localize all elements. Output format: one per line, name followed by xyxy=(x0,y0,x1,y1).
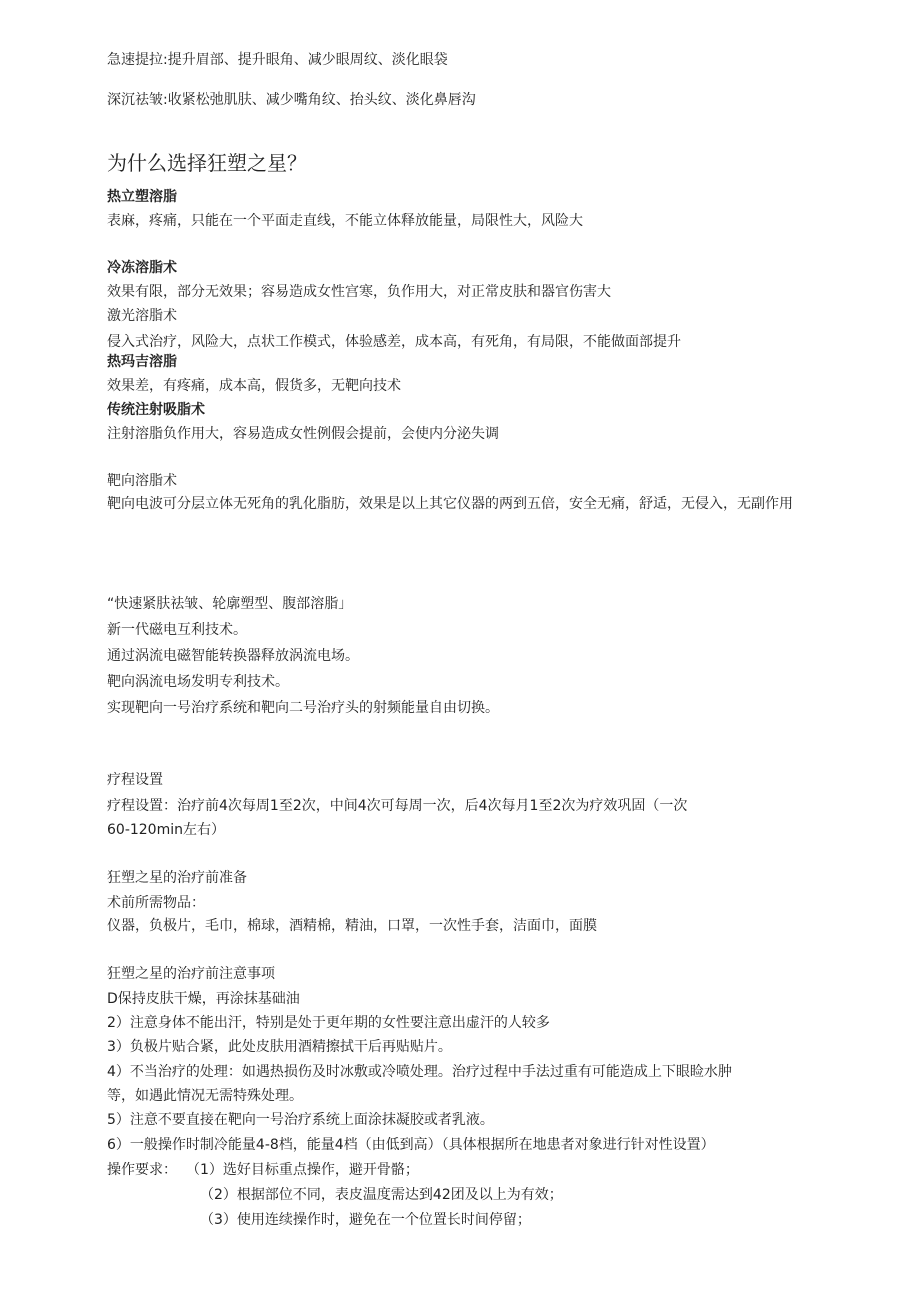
notes-item-1: D保持皮肤干燥，再涂抹基础油 xyxy=(107,991,300,1007)
why-item-desc-3: 侵入式治疗，风险大，点状工作模式，体验感差，成本高，有死角，有局限，不能做面部提升 xyxy=(107,334,681,350)
why-item-desc-2: 效果有限，部分无效果；容易造成女性宫寒，负作用大，对正常皮肤和器官伤害大 xyxy=(107,284,611,300)
tech-line-3: 通过涡流电磁智能转换器释放涡流电场。 xyxy=(107,648,359,664)
prep-title: 狂塑之星的治疗前准备 xyxy=(107,870,247,886)
why-heading: 为什么选择狂塑之星？ xyxy=(107,151,307,175)
notes-item-4: 4）不当治疗的处理：如遇热损伤及时冰敷或冷喷处理。治疗过程中手法过重有可能造成上下眼睑水肿 xyxy=(107,1064,732,1080)
notes-item-5: 5）注意不要直接在靶向一号治疗系统上面涂抹凝胶或者乳液。 xyxy=(107,1112,494,1128)
prep-subtitle: 术前所需物品： xyxy=(107,895,205,911)
why-item-title-5: 传统注射吸脂术 xyxy=(107,402,205,418)
tech-line-5: 实现靶向一号治疗系统和靶向二号治疗头的射频能量自由切换。 xyxy=(107,700,499,716)
op-item-2: （2）根据部位不同，表皮温度需达到42团及以上为有效； xyxy=(200,1187,563,1203)
course-text-line-1: 疗程设置：治疗前4次每周1至2次，中间4次可每周一次，后4次每月1至2次为疗效巩固（一次 xyxy=(107,798,688,814)
op-item-3: （3）使用连续操作时，避免在一个位置长时间停留； xyxy=(200,1212,531,1228)
why-item-title-2: 冷冻溶脂术 xyxy=(107,260,177,276)
notes-item-3: 3）负极片贴合紧，此处皮肤用酒精擦拭干后再贴贴片。 xyxy=(107,1039,452,1055)
op-label: 操作要求： xyxy=(107,1162,177,1178)
intro-line-1: 急速提拉:提升眉部、提升眼角、减少眼周纹、淡化眼袋 xyxy=(107,52,448,68)
why-item-desc-5: 注射溶脂负作用大，容易造成女性例假会提前，会使内分泌失调 xyxy=(107,426,499,442)
op-item-1: （1）选好目标重点操作，避开骨骼； xyxy=(186,1162,419,1178)
notes-title: 狂塑之星的治疗前注意事项 xyxy=(107,966,275,982)
tech-line-2: 新一代磁电互利技术。 xyxy=(107,622,247,638)
why-item-desc-6: 靶向电波可分层立体无死角的乳化脂肪，效果是以上其它仪器的两到五倍，安全无痛，舒适，无侵入，无副作用 xyxy=(107,496,793,512)
why-item-title-3: 激光溶脂术 xyxy=(107,308,177,324)
course-text-line-2: 60-120min左右） xyxy=(107,822,225,838)
notes-item-2: 2）注意身体不能出汗，特别是处于更年期的女性要注意出虚汗的人较多 xyxy=(107,1015,550,1031)
why-item-title-4: 热玛吉溶脂 xyxy=(107,354,177,370)
why-item-title-1: 热立塑溶脂 xyxy=(107,189,177,205)
why-item-desc-4: 效果差，有疼痛，成本高，假货多，无靶向技术 xyxy=(107,378,401,394)
notes-item-6: 6）一般操作时制冷能量4-8档，能量4档（由低到高）（具体根据所在地患者对象进行针对性设置） xyxy=(107,1137,715,1153)
tech-line-4: 靶向涡流电场发明专利技术。 xyxy=(107,674,289,690)
notes-item-4-cont: 等，如遇此情况无需特殊处理。 xyxy=(107,1088,303,1104)
why-item-desc-1: 表麻，疼痛，只能在一个平面走直线，不能立体释放能量，局限性大，风险大 xyxy=(107,213,583,229)
tech-line-1: “快速紧肤祛皱、轮廓塑型、腹部溶脂」 xyxy=(107,596,353,612)
why-item-title-6: 靶向溶脂术 xyxy=(107,473,177,489)
course-title: 疗程设置 xyxy=(107,772,163,788)
intro-line-2: 深沉祛皱:收紧松弛肌肤、减少嘴角纹、抬头纹、淡化鼻唇沟 xyxy=(107,92,476,108)
prep-items: 仪器，负极片，毛巾，棉球，酒精棉，精油，口罩，一次性手套，洁面巾，面膜 xyxy=(107,918,597,934)
